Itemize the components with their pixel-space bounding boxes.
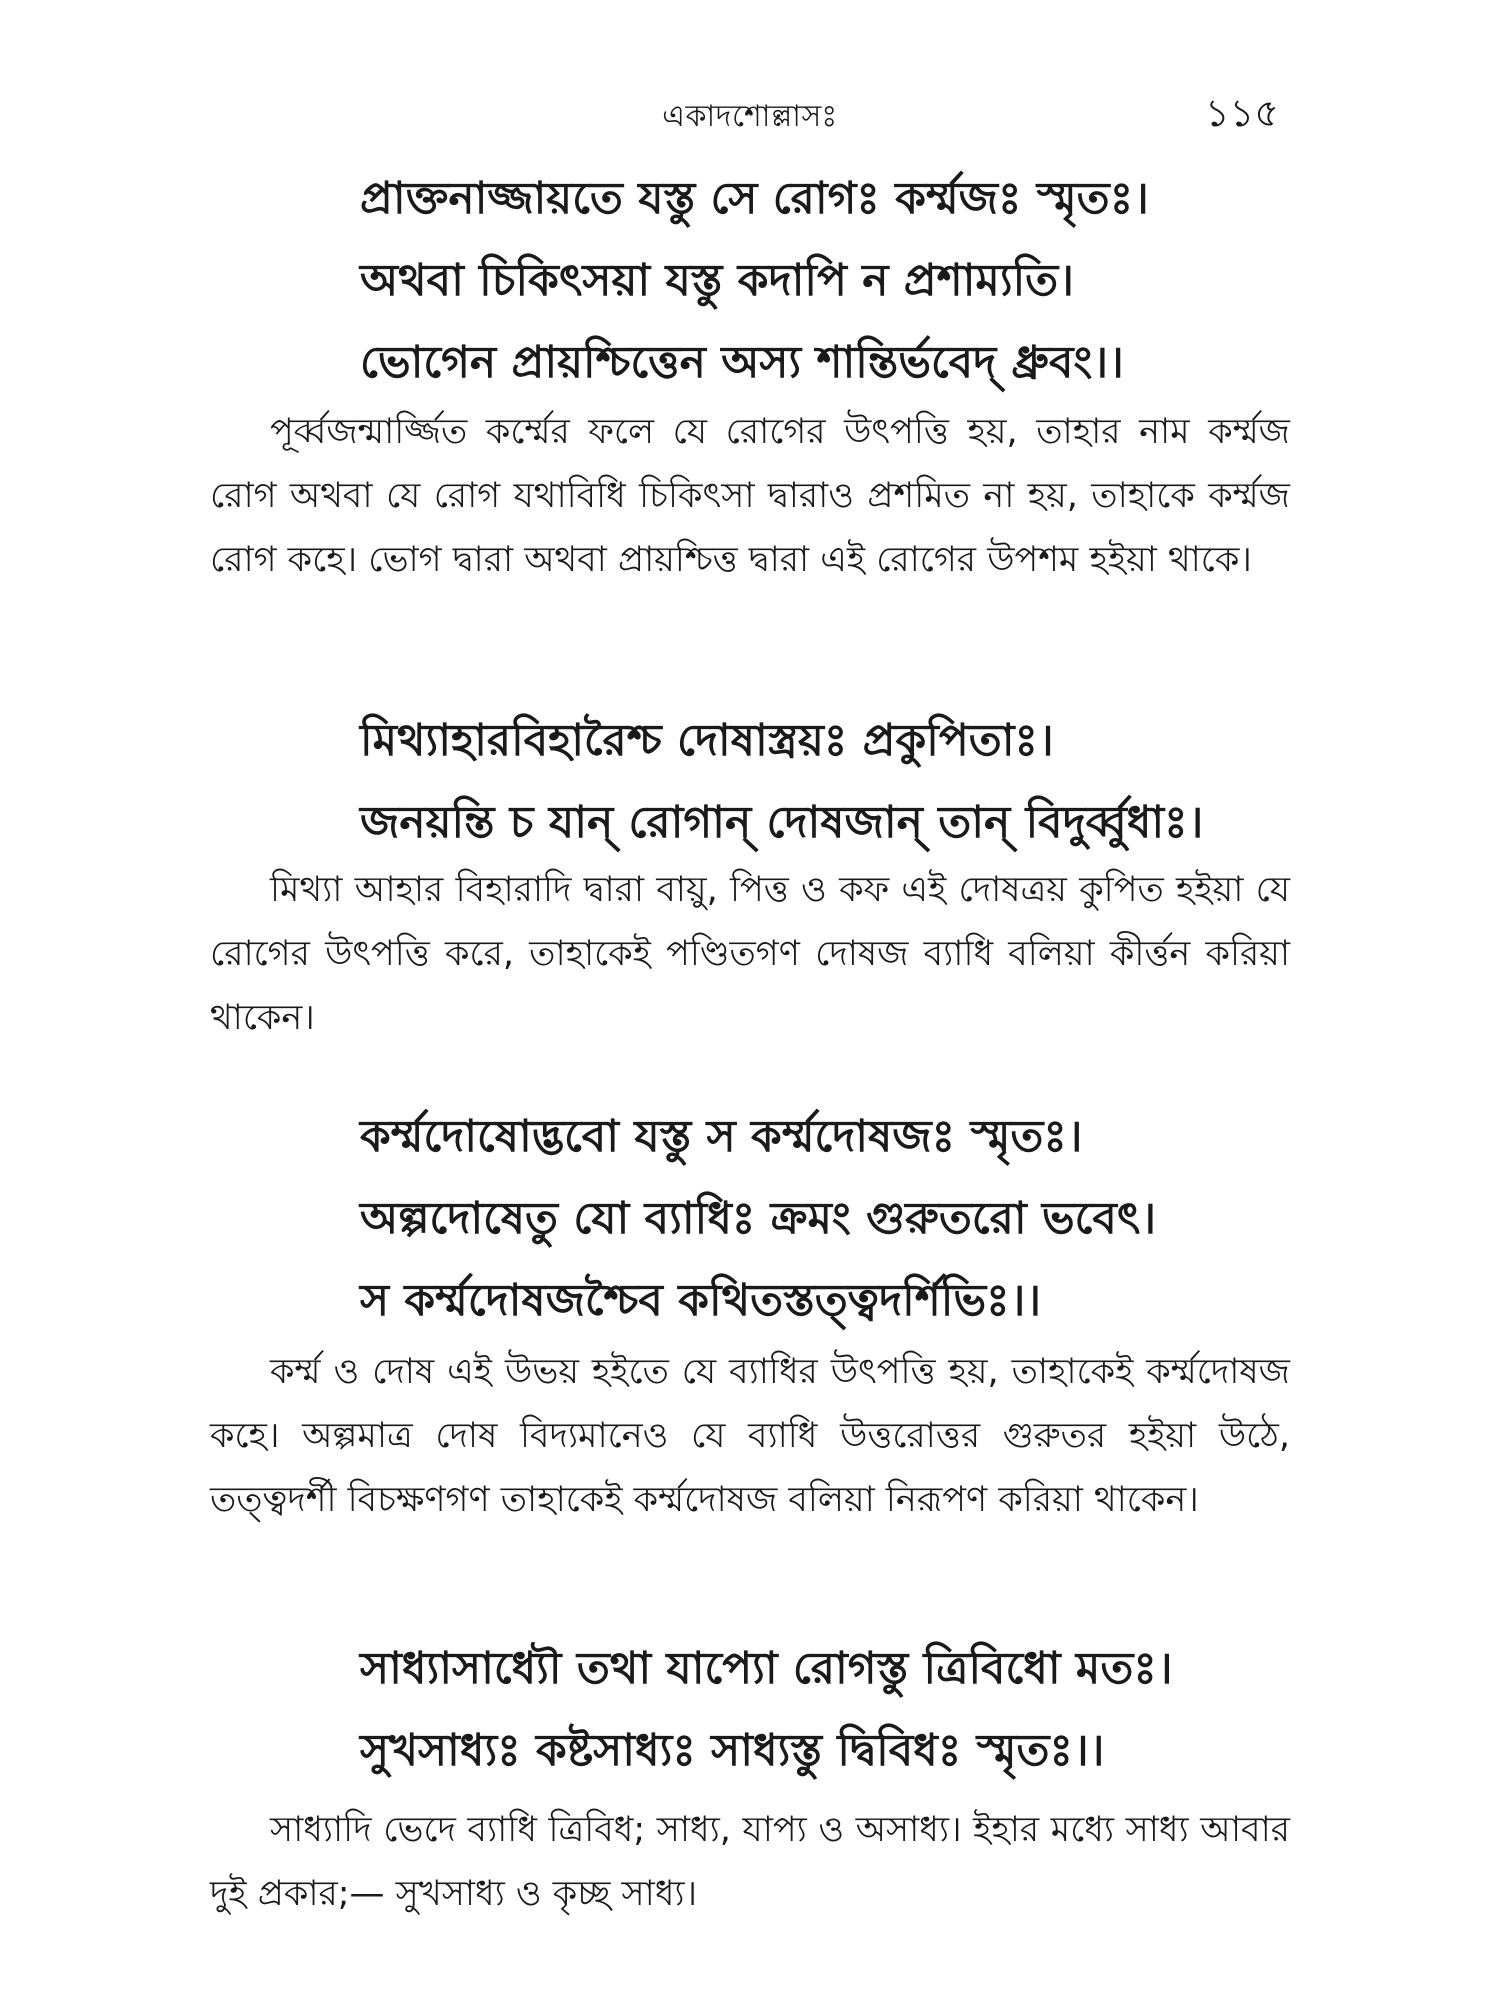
- commentary-paragraph: [210, 1798, 1290, 1926]
- verse-line: সাধ্যাসাধ্যৌ তথা যাপ্যো রোগস্তু ত্রিবিধো মতঃ।: [360, 1643, 1173, 1694]
- paragraph-text: সাধ্যাদি ভেদে ব্যাধি ত্রিবিধ; সাধ্য, যাপ্য ও অসাধ্য। ইহার মধ্যে সাধ্য আবার দুই প্রকার;— সুখসাধ্য ও কৃচ্ছ সাধ্য।: [210, 1810, 1290, 1914]
- verse-line: জনয়ন্তি চ যান্ রোগান্ দোষজান্ তান্ বিদুর্ব্বুধাঃ।: [360, 797, 1204, 848]
- paragraph-text: পূর্ব্বজন্মার্জ্জিত কর্ম্মের ফলে যে রোগের উৎপত্তি হয়, তাহার নাম কর্ম্মজ রোগ অথবা যে রোগ যথাবিধি চিকিৎসা দ্বারাও প্রশমিত না হয়, তাহাকে কর্ম্মজ রোগ কহে। ভোগ দ্বারা অথবা প্রায়শ্চিত্ত দ্বারা এই রোগের উপশম হইয়া থাকে।: [210, 412, 1290, 580]
- verse-line: অল্পদোষেতু যো ব্যাধিঃ ক্রমং গুরুতরো ভবেৎ।: [360, 1193, 1157, 1244]
- commentary-paragraph: [210, 858, 1290, 1050]
- verse-line: স কর্ম্মদোষজশ্চৈব কথিতস্তত্ত্বদর্শিভিঃ।।: [360, 1275, 1042, 1326]
- verse-line: কর্ম্মদোষোদ্ভবো যস্তু স কর্ম্মদোষজঃ স্মৃতঃ।: [360, 1111, 1083, 1162]
- paragraph-text: মিথ্যা আহার বিহারাদি দ্বারা বায়ু, পিত্ত ও কফ এই দোষত্রয় কুপিত হইয়া যে রোগের উৎপত্তি করে, তাহাকেই পণ্ডিতগণ দোষজ ব্যাধি বলিয়া কীর্ত্তন করিয়া থাকেন।: [210, 870, 1290, 1038]
- verse-block: [360, 700, 1203, 864]
- verse-line: অথবা চিকিৎসয়া যস্তু কদাপি ন প্রশাম্যতি।: [360, 255, 1074, 306]
- page-number: ১১৫: [1205, 91, 1279, 135]
- commentary-paragraph: [210, 400, 1290, 592]
- running-title: একাদশোল্লাসঃ: [662, 99, 838, 134]
- verse-line: ভোগেন প্রায়শ্চিত্তেন অস্য শান্তির্ভবেদ্ ধ্রুবং।।: [360, 337, 1124, 388]
- verse-line: প্রাক্তনাজ্জায়তে যস্তু সে রোগঃ কর্ম্মজঃ স্মৃতঃ।: [360, 173, 1149, 224]
- paragraph-text: কর্ম্ম ও দোষ এই উভয় হইতে যে ব্যাধির উৎপত্তি হয়, তাহাকেই কর্ম্মদোষজ কহে। অল্পমাত্র দোষ বিদ্যমানেও যে ব্যাধি উত্তরোত্তর গুরুতর হইয়া উঠে, তত্ত্বদর্শী বিচক্ষণগণ তাহাকেই কর্ম্মদোষজ বলিয়া নিরূপণ করিয়া থাকেন।: [210, 1352, 1290, 1520]
- verse-block: [360, 1628, 1173, 1792]
- verse-block: [360, 158, 1149, 404]
- commentary-paragraph: [210, 1340, 1290, 1532]
- verse-block: [360, 1096, 1156, 1342]
- verse-line: মিথ্যাহারবিহারৈশ্চ দোষাস্ত্রয়ঃ প্রকুপিতাঃ।: [360, 715, 1054, 766]
- verse-line: সুখসাধ্যঃ কষ্টসাধ্যঃ সাধ্যস্তু দ্বিবিধঃ স্মৃতঃ।।: [360, 1725, 1105, 1776]
